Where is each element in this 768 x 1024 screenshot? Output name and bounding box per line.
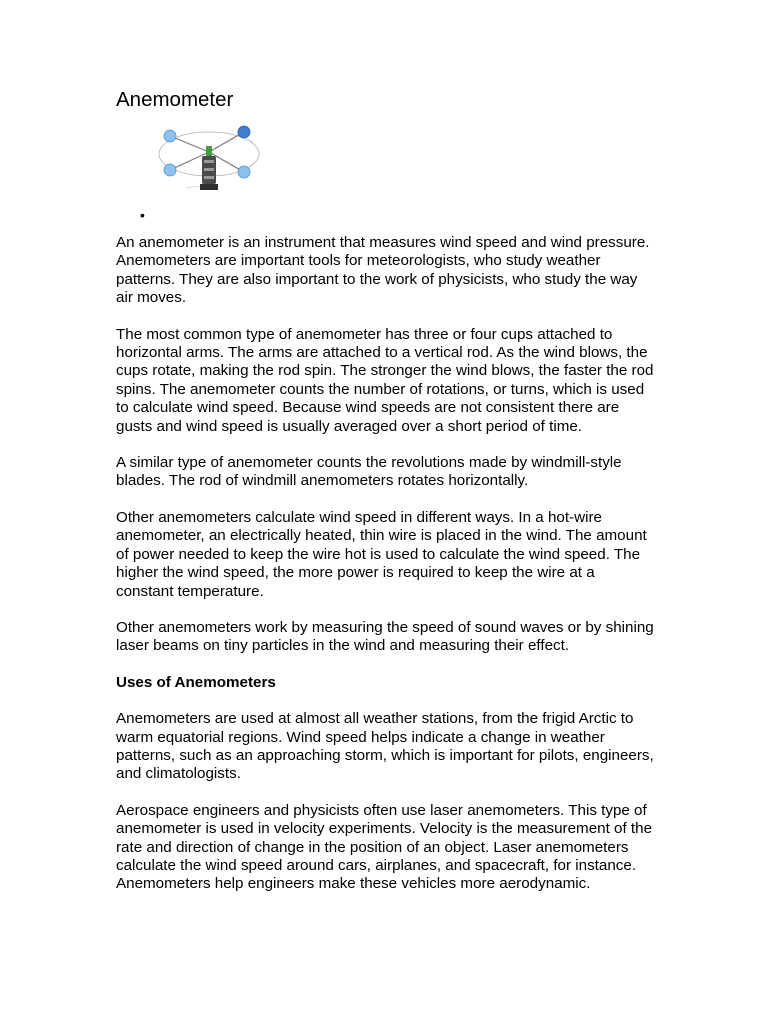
section-heading: Uses of Anemometers — [116, 673, 276, 691]
paragraph: Anemometers are used at almost all weather stations, from the frigid Arctic to warm equatorial regions. Wind speed helps indicate a change in weather patterns, such as an approaching storm, which is important for pilots, engineers, and climatologists. — [116, 710, 654, 783]
paragraph: An anemometer is an instrument that measures wind speed and wind pressure. Anemometers are important tools for meteorologists, who study weather patterns. They are also important to the work of physicists, who study the way air moves. — [116, 234, 650, 307]
paragraph: Other anemometers work by measuring the speed of sound waves or by shining laser beams on tiny particles in the wind and measuring their effect. — [116, 618, 654, 655]
paragraph: The most common type of anemometer has three or four cups attached to horizontal arms. The arms are attached to a vertical rod. As the wind blows, the cups rotate, making the rod spin. The stronger the wind blows, the faster the rod spins. The anemometer counts the number of rotations, or turns, which is used to calculate wind speed. Because wind speeds are not consistent there are gusts and wind speed is usually averaged over a short period of time. — [116, 325, 654, 435]
anemometer-illustration — [156, 122, 262, 198]
document-page — [116, 86, 656, 912]
figure-list-item — [116, 122, 656, 234]
paragraph: Other anemometers calculate wind speed in different ways. In a hot-wire anemometer, an electrically heated, thin wire is placed in the wind. The amount of power needed to keep the wire hot is used to calculate the wind speed. The higher the wind speed, the more power is required to keep the wire at a constant temperature. — [116, 508, 647, 600]
paragraph: Aerospace engineers and physicists often use laser anemometers. This type of anemometer is used in velocity experiments. Velocity is the measurement of the rate and direction of change in the position of an object. Laser anemometers calculate the wind speed around cars, airplanes, and spacecraft, for instance. Anemometers help engineers make these vehicles more aerodynamic. — [116, 801, 653, 893]
paragraph: A similar type of anemometer counts the revolutions made by windmill-style blades. The rod of windmill anemometers rotates horizontally. — [116, 454, 622, 490]
document-title: Anemometer — [116, 88, 234, 111]
list-bullet: • — [140, 207, 145, 223]
